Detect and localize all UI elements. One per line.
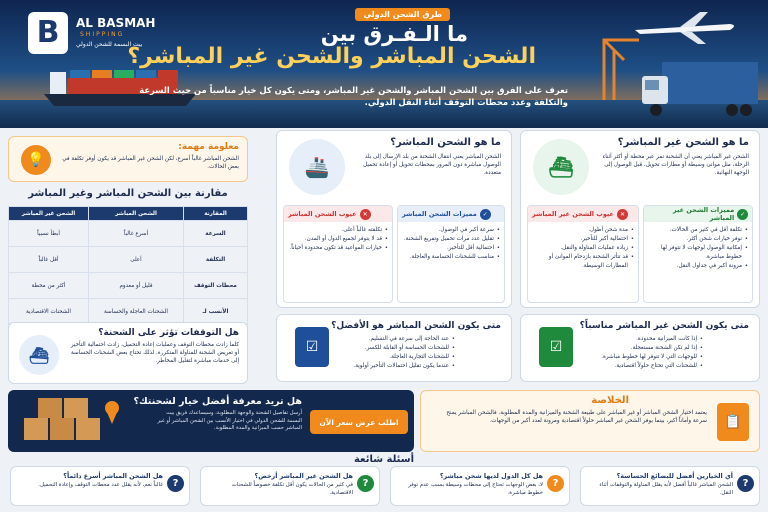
container-ship-icon: 🚢 xyxy=(289,139,345,195)
lightbulb-icon: 💡 xyxy=(21,145,51,175)
truck-illustration xyxy=(640,58,760,122)
direct-pros-box xyxy=(397,205,505,303)
table-cell: أبطأ نسبياً xyxy=(9,221,89,247)
list-item: • للشحنات التي تحتاج حلولاً اقتصادية. xyxy=(531,362,703,371)
ship-icon: ⛴ xyxy=(533,139,589,195)
table-cell: الشحنات الاقتصادية xyxy=(9,299,89,325)
comparison-table xyxy=(8,206,248,325)
direct-description: الشحن المباشر يعني انتقال الشحنة من بلد الإرسال إلى بلد الوصول مباشرة دون المرور بمحطات تحويل أو إعادة تحميل متعددة. xyxy=(363,154,501,176)
checklist-icon: ☑ xyxy=(539,327,573,367)
direct-pros-title: مميزات الشحن المباشر xyxy=(402,210,477,218)
table-cell: أكثر من محطة xyxy=(9,273,89,299)
faq-answer: في كثير من الحالات يكون أقل تكلفة خصوصاً للشحنات الاقتصادية. xyxy=(231,482,353,496)
indirect-pros-list xyxy=(644,222,752,275)
summary-title: الخلاصة xyxy=(591,395,629,406)
quote-request-button[interactable]: اطلب عرض سعر الآن xyxy=(310,410,408,434)
logo-mark: B xyxy=(28,12,68,54)
category-tag: طرق الشحن الدولي xyxy=(355,8,450,21)
table-cell: أعلى xyxy=(88,247,183,273)
checklist-icon: ☑ xyxy=(295,327,329,367)
ship-icon: ⛴ xyxy=(19,335,59,375)
indirect-description: الشحن غير المباشر يعني أن الشحنة تمر عبر محطة أو أكثر أثناء الرحلة، مثل موانئ وسيطة أو مطارات تحويل، قبل الوصول إلى الوجهة النهائية. xyxy=(602,154,749,176)
boxes-illustration xyxy=(16,396,126,446)
faq-question: هل الشحن المباشر أسرع دائماً؟ xyxy=(63,472,163,480)
table-cell: التكلفة xyxy=(184,247,248,273)
list-item: • تكلفة أقل في كثير من الحالات. xyxy=(648,226,748,235)
list-item: • مرونة أكبر في جداول النقل. xyxy=(648,262,748,271)
list-item: • سرعة أكبر في الوصول. xyxy=(402,226,500,235)
cta-title: هل تريد معرفة أفضل خيار لشحنتك؟ xyxy=(133,396,302,407)
list-item: • عندما يكون تقليل احتمالات التأخير أولوية. xyxy=(285,362,455,371)
direct-title: ما هو الشحن المباشر؟ xyxy=(390,137,501,148)
table-row xyxy=(9,299,248,325)
indirect-cons-list xyxy=(528,222,638,275)
table-cell: الأنسب لـ xyxy=(184,299,248,325)
direct-shipping-card xyxy=(276,130,512,308)
faq-answer: لا، بعض الوجهات تحتاج إلى محطات وسيطة بسبب عدم توفر خطوط مباشرة. xyxy=(408,482,543,496)
table-cell: الشحنات العاجلة والحساسة xyxy=(88,299,183,325)
table-cell: أقل غالباً xyxy=(9,247,89,273)
indirect-cons-box xyxy=(527,205,639,303)
delays-text: كلما زادت محطات التوقف وعمليات إعادة التحميل، زادت احتمالية التأخير أو تعريض الشحنة للمناولة المتكررة. لذلك تحتاج بعض الشحنات الحساسة إلى خدمات مباشرة لتقليل المخاطر. xyxy=(70,342,239,364)
port-crane-illustration xyxy=(594,30,644,100)
intro-text: تعرف على الفرق بين الشحن المباشر والشحن غير المباشر، ومتى يكون كل خيار مناسباً من حيث السرعة والتكلفة وعدد محطات التوقف أثناء النقل الدولي. xyxy=(139,85,568,107)
direct-cons-list xyxy=(284,222,392,257)
question-icon: ? xyxy=(167,475,184,492)
indirect-pros-header xyxy=(644,206,752,222)
list-item: • احتمالية أقل للتأخير. xyxy=(402,244,500,253)
page-title-line2: الشحن المباشر والشحن غير المباشر؟ xyxy=(127,44,536,69)
faq-title: أسئلة شائعة xyxy=(353,454,415,465)
thumbs-up-icon: ✓ xyxy=(737,209,748,220)
cta-banner xyxy=(8,390,414,452)
faq-item[interactable] xyxy=(580,466,760,506)
direct-pros-list xyxy=(398,222,504,266)
airplane-illustration xyxy=(630,8,740,48)
thumbs-down-icon: ✕ xyxy=(360,209,371,220)
question-icon: ? xyxy=(357,475,374,492)
table-header: الشحن غير المباشر xyxy=(9,207,89,221)
thumbs-down-icon: ✕ xyxy=(617,209,628,220)
summary-card xyxy=(420,390,760,452)
direct-pros-header xyxy=(398,206,504,222)
cta-text: أرسل تفاصيل الشحنة والوجهة المطلوبة، وسيساعدك فريق بيت البسمة للشحن الدولي في اختيار الأنسب بين الشحن المباشر أو غير المباشر حسب الميزانية والمدة المطلوبة. xyxy=(157,410,302,431)
table-cell: أسرع غالباً xyxy=(88,221,183,247)
hero-banner xyxy=(0,0,768,128)
brand-sub: SHIPPING xyxy=(80,31,125,38)
comparison-title: مقارنة بين الشحن المباشر وغير المباشر xyxy=(28,188,228,199)
table-header: الشحن المباشر xyxy=(88,207,183,221)
indirect-pros-title: مميزات الشحن غير المباشر xyxy=(672,206,735,222)
table-cell: محطات التوقف xyxy=(184,273,248,299)
table-row xyxy=(9,221,248,247)
list-item: • تكلفته غالباً أعلى. xyxy=(288,226,388,235)
list-item: • عند الحاجة إلى سرعة في التسليم. xyxy=(285,335,455,344)
important-text: الشحن المباشر غالباً أسرع، لكن الشحن غير المباشر قد يكون أوفر تكلفة في بعض الحالات. xyxy=(62,156,239,170)
when-indirect-card xyxy=(520,314,760,382)
list-item: • خيارات المواعيد قد تكون محدودة أحياناً. xyxy=(288,244,388,253)
page-title-line1: ما الـفـرق بين xyxy=(320,22,468,46)
brand-arabic: بيت البسمة للشحن الدولي xyxy=(76,41,143,48)
direct-cons-title: عيوب الشحن المباشر xyxy=(288,210,357,218)
thumbs-up-icon: ✓ xyxy=(480,209,491,220)
delays-card xyxy=(8,322,248,384)
list-item: • تقليل عدد مرات تحميل وتفريغ الشحنة. xyxy=(402,235,500,244)
faq-item[interactable] xyxy=(200,466,380,506)
list-item: • قد تتأثر الشحنة بازدحام الموانئ أو المطارات الوسيطة. xyxy=(532,253,634,271)
indirect-pros-box xyxy=(643,205,753,303)
direct-cons-box xyxy=(283,205,393,303)
list-item: • توفر خيارات شحن أكثر. xyxy=(648,235,748,244)
when-indirect-title: متى يكون الشحن غير المباشر مناسباً؟ xyxy=(579,321,749,331)
question-icon: ? xyxy=(737,475,754,492)
list-item: • للشحنات التجارية العاجلة. xyxy=(285,353,455,362)
faq-question: هل الشحن غير المباشر أرخص؟ xyxy=(254,472,353,480)
faq-question: أي الخيارين أفضل للبضائع الحساسة؟ xyxy=(616,472,733,480)
list-item: • إذا كانت الميزانية محدودة. xyxy=(531,335,703,344)
clipboard-icon: 📋 xyxy=(717,403,749,441)
when-direct-title: متى يكون الشحن المباشر هو الأفضل؟ xyxy=(331,321,501,331)
important-title: معلومة مهمة: xyxy=(178,142,239,152)
table-row xyxy=(9,247,248,273)
list-item: • إذا لم تكن الشحنة مستعجلة. xyxy=(531,344,703,353)
faq-answer: الشحن المباشر غالباً أفضل لأنه يقلل المناولة والتوقفات أثناء النقل. xyxy=(599,482,733,496)
list-item: • للوجهات التي لا تتوفر لها خطوط مباشرة. xyxy=(531,353,703,362)
table-header: المقارنة xyxy=(184,207,248,221)
important-note xyxy=(8,136,248,182)
list-item: • للشحنات الحساسة أو القابلة للكسر. xyxy=(285,344,455,353)
direct-cons-header xyxy=(284,206,392,222)
list-item: • إمكانية الوصول لوجهات لا تتوفر لها خطوط مباشرة. xyxy=(648,244,748,262)
indirect-cons-header xyxy=(528,206,638,222)
table-cell: قليل أو معدوم xyxy=(88,273,183,299)
list-item: • قد لا يتوفر لجميع الدول أو المدن. xyxy=(288,235,388,244)
faq-item[interactable] xyxy=(10,466,190,506)
faq-question: هل كل الدول لديها شحن مباشر؟ xyxy=(439,472,543,480)
list-item: • مدة شحن أطول. xyxy=(532,226,634,235)
question-icon: ? xyxy=(547,475,564,492)
delays-title: هل التوقفات تؤثر على الشحنة؟ xyxy=(98,328,239,338)
list-item: • زيادة عمليات المناولة والنقل. xyxy=(532,244,634,253)
indirect-cons-title: عيوب الشحن غير المباشر xyxy=(532,210,614,218)
indirect-shipping-card xyxy=(520,130,760,308)
faq-item[interactable] xyxy=(390,466,570,506)
summary-text: يعتمد اختيار الشحن المباشر أو غير المباشر على طبيعة الشحنة والميزانية والمدة المطلوبة. فالشحن المباشر يمنح سرعة وأماناً أكبر، بينما يوفر الشحن غير المباشر حلولاً اقتصادية ومرونة لعدد أكبر من الوجهات. xyxy=(446,410,707,424)
indirect-title: ما هو الشحن غير المباشر؟ xyxy=(617,137,749,148)
faq-answer: غالباً نعم، لأنه يقلل عدد محطات التوقف وإعادة التحميل. xyxy=(38,482,163,488)
when-direct-card xyxy=(276,314,512,382)
table-row xyxy=(9,273,248,299)
brand-name: AL BASMAH xyxy=(76,16,156,30)
list-item: • احتمالية أكبر للتأخير. xyxy=(532,235,634,244)
table-cell: السرعة xyxy=(184,221,248,247)
list-item: • مناسب للشحنات الحساسة والعاجلة. xyxy=(402,253,500,262)
